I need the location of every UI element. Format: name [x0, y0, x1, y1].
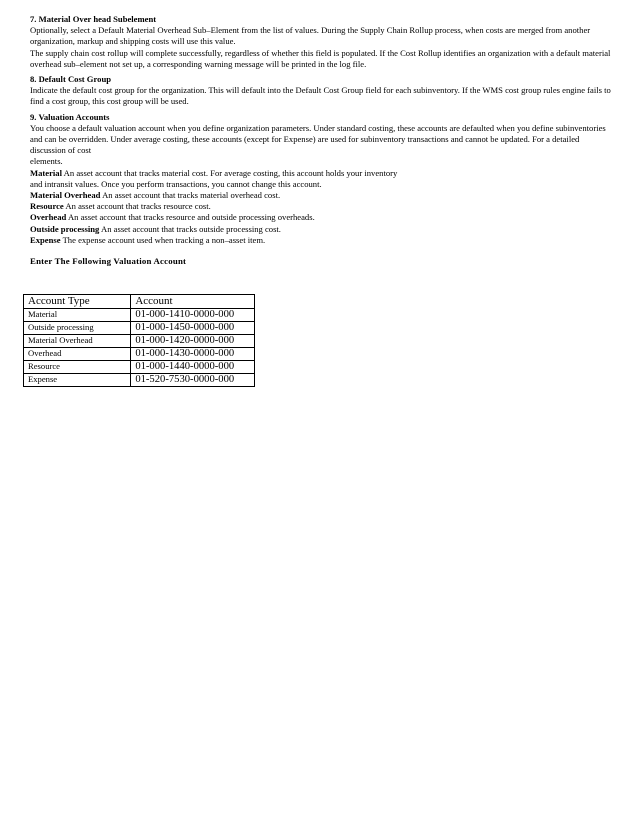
definition-term: Outside processing — [30, 223, 100, 234]
section-heading: 9. Valuation Accounts — [30, 111, 110, 122]
account-number-cell: 01-520-7530-0000-000 — [131, 374, 255, 387]
document-body — [30, 14, 612, 282]
section-valuation-accounts — [30, 112, 612, 246]
paragraph: Optionally, select a Default Material Overhead Sub–Element from the list of values. During the Supply Chain Rollup process, when costs are merged from another organization, markup and shipping costs will use this value. — [30, 25, 591, 47]
table-row — [24, 335, 255, 348]
definition-term: Overhead — [30, 212, 67, 223]
definition-material — [30, 168, 612, 179]
definition-outside-processing — [30, 224, 612, 235]
enter-valuation-account-label: Enter The Following Valuation Account — [30, 256, 187, 267]
definition-text: An asset account that tracks outside processing cost. — [101, 223, 281, 234]
column-header-account: Account — [131, 295, 255, 309]
definition-material-overhead — [30, 190, 612, 201]
section-heading: 8. Default Cost Group — [30, 74, 112, 85]
table-row — [24, 361, 255, 374]
paragraph: Indicate the default cost group for the organization. This will default into the Default Cost Group field for each subinventory. If the WMS cost group rules engine fails to find a cost group, this cost group will be used. — [30, 85, 611, 107]
account-number-cell: 01-000-1450-0000-000 — [131, 322, 255, 335]
table-row — [24, 374, 255, 387]
account-type-cell: Material Overhead — [24, 335, 131, 348]
paragraph: and intransit values. Once you perform transactions, you cannot change this account. — [30, 178, 322, 189]
account-number-cell: 01-000-1410-0000-000 — [131, 309, 255, 322]
section-default-cost-group — [30, 74, 612, 108]
definition-expense — [30, 235, 612, 246]
table-row — [24, 322, 255, 335]
definition-resource — [30, 201, 612, 212]
account-number-cell: 01-000-1420-0000-000 — [131, 335, 255, 348]
valuation-account-table — [23, 294, 255, 387]
column-header-account-type: Account Type — [24, 295, 131, 309]
definition-overhead — [30, 212, 612, 223]
table-header-row — [24, 295, 255, 309]
paragraph: The supply chain cost rollup will complete successfully, regardless of whether this field is populated. If the Cost Rollup identifies an organization with a default material overhead sub–element not set up, a corresponding warning message will be printed in the log file. — [30, 47, 611, 69]
account-number-cell: 01-000-1440-0000-000 — [131, 361, 255, 374]
definition-term: Resource — [30, 201, 64, 212]
section-material-overhead-subelement — [30, 14, 612, 70]
account-type-cell: Expense — [24, 374, 131, 387]
table-row — [24, 348, 255, 361]
account-number-cell: 01-000-1430-0000-000 — [131, 348, 255, 361]
account-type-cell: Outside processing — [24, 322, 131, 335]
section-heading: 7. Material Over head Subelement — [30, 14, 157, 24]
paragraph: You choose a default valuation account when you define organization parameters. Under standard costing, these accounts are defaulted when you define subinventories and can be overridden. Under average costing, these accounts (except for Expense) are used for subinventory transactions and cannot be updated. For a detailed discussion of cost — [30, 122, 606, 156]
table-row — [24, 309, 255, 322]
definition-text: An asset account that tracks material overhead cost. — [102, 190, 281, 201]
definition-text: The expense account used when tracking a non–asset item. — [62, 234, 266, 245]
definition-text: An asset account that tracks resource cost. — [65, 201, 211, 212]
definition-text: An asset account that tracks resource and outside processing overheads. — [67, 212, 315, 223]
definition-term: Material — [30, 167, 62, 178]
account-type-cell: Material — [24, 309, 131, 322]
definition-term: Expense — [30, 234, 61, 245]
account-type-cell: Resource — [24, 361, 131, 374]
definition-term: Material Overhead — [30, 190, 101, 201]
definition-text: An asset account that tracks material cost. For average costing, this account holds your inventory — [63, 167, 398, 178]
paragraph: elements. — [30, 156, 63, 167]
account-type-cell: Overhead — [24, 348, 131, 361]
